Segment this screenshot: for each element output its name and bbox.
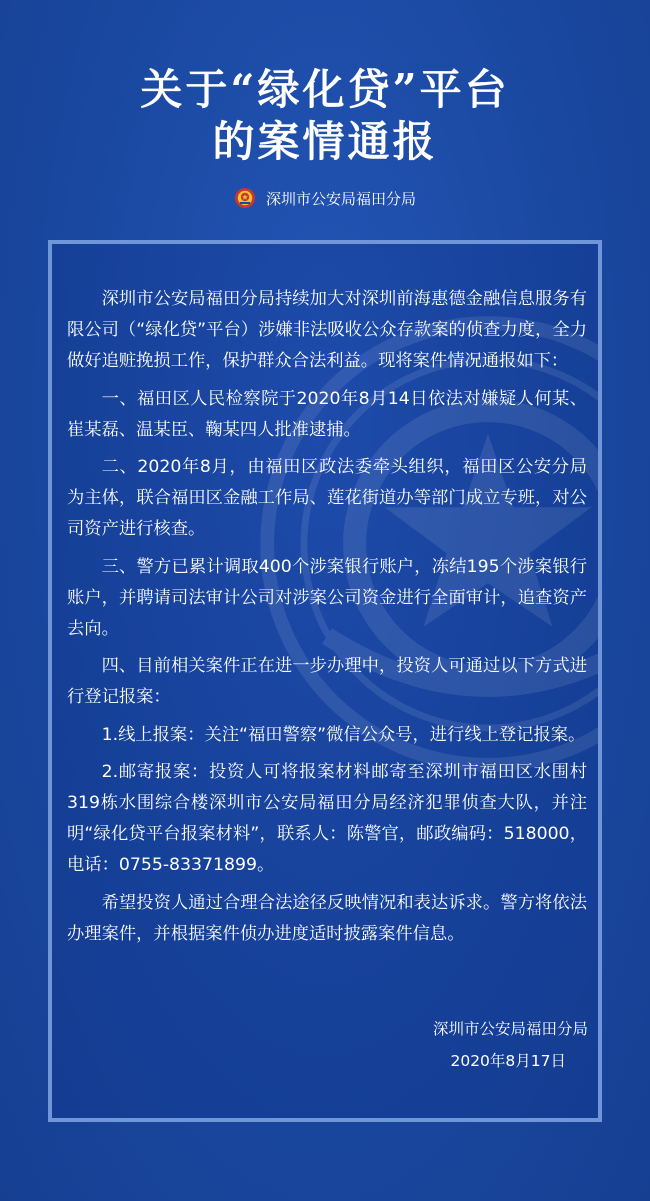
police-badge-icon [234,187,256,209]
paragraph-item-2: 二、2020年8月，由福田区政法委牵头组织，福田区公安分局为主体，联合福田区金融工作局、莲花街道办等部门成立专班，对公司资产进行核查。 [67,457,587,539]
paragraph-item-4: 四、目前相关案件正在进一步办理中，投资人可通过以下方式进行登记报案： [67,656,587,707]
signature-date: 2020年8月17日 [450,1052,566,1070]
paragraph-intro: 深圳市公安局福田分局持续加大对深圳前海惠德金融信息服务有限公司（“绿化贷”平台）涉嫌非法吸收公众存款案的侦查力度，全力做好追赃挽损工作，保护群众合法利益。现将案件情况通报如下： [67,289,587,371]
signature-org: 深圳市公安局福田分局 [432,1020,588,1038]
paragraph-item-3: 三、警方已累计调取400个涉案银行账户，冻结195个涉案银行账户，并聘请司法审计公司对涉案公司资金进行全面审计，追查资产去向。 [67,556,587,639]
issuer-name: 深圳市公安局福田分局 [265,189,416,208]
page-title-line1: 关于“绿化贷”平台 [140,65,510,114]
paragraph-closing: 希望投资人通过合理合法途径反映情况和表达诉求。警方将依法办理案件，并根据案件侦办进度适时披露案件信息。 [67,892,587,944]
paragraph-mail-report: 2.邮寄报案：投资人可将报案材料邮寄至深圳市福田区水围村319栋水围综合楼深圳市公安局福田分局经济犯罪侦查大队，并注明“绿化贷平台报案材料”，联系人：陈警官，邮政编码：518000，电话：0755-83371899。 [67,762,587,875]
issuer-line [0,187,650,209]
paragraph-online-report: 1.线上报案：关注“福田警察”微信公众号，进行线上登记报案。 [101,724,586,745]
paragraph-item-1: 一、福田区人民检察院于2020年8月14日依法对嫌疑人何某、崔某磊、温某臣、鞠某四人批准逮捕。 [67,388,587,440]
page-title-line2: 的案情通报 [212,117,438,166]
notice-body [67,284,587,956]
